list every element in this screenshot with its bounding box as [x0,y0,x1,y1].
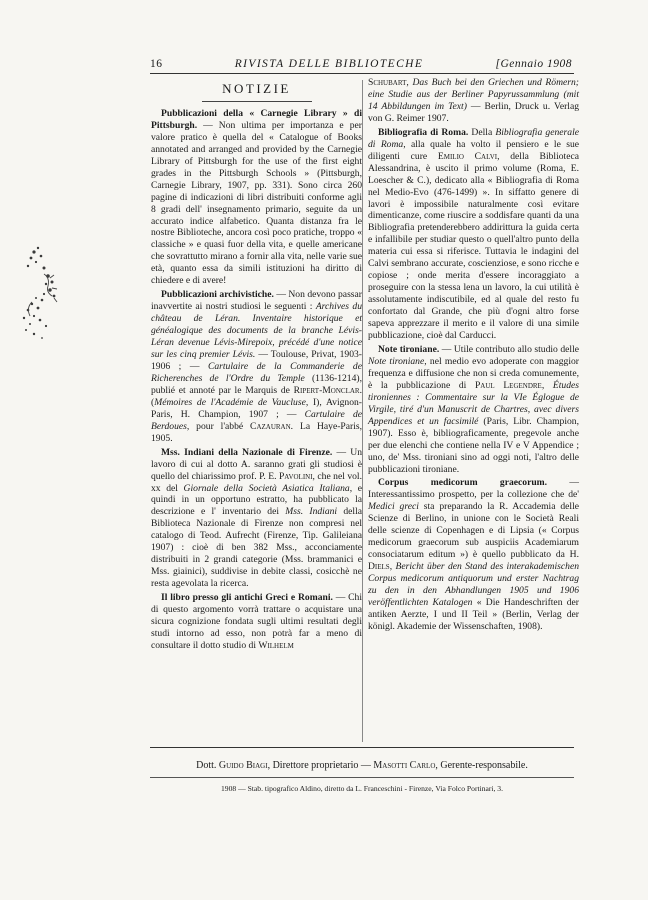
issue-date: [Gennaio 1908 [495,58,572,70]
article-text: , [389,561,396,573]
editor-name: Guido Biagi [218,760,268,771]
book-title: Bericht über den Stand des interakademischen Corpus medicorum antiquorum und erster Nachtrag zu den in den Abhandlungen 1905 und 1906 veröffentlichten Katalogen [368,561,579,608]
article-heading: Pubblicazioni archivistiche. [161,289,274,301]
article-text: — Berlin, Druck u. Verlag von G. Reimer 1907. [368,100,579,124]
book-title: Mémoires de l'Académie de Vaucluse [154,396,306,408]
left-column [151,83,362,654]
topic-name: Note tironiane [368,355,425,367]
article-heading: Bibliografia di Roma. [378,126,469,138]
column-divider [362,80,363,742]
article-mss-indiani [151,447,362,590]
article-text: , I), Avignon-Paris, H. Champion, 1907 ; — [151,396,362,420]
article-heading: Corpus medicorum graecorum. [378,477,548,489]
book-title: Mss. Indiani [285,506,338,518]
author-name: Pavolini [278,470,313,482]
article-text: , alla quale ha volto il pensiero e le sue diligenti cure [368,138,579,162]
credits-text: , Gerente-responsabile. [435,760,528,771]
article-corpus-medicorum [368,477,579,632]
article-text: , [406,77,413,88]
printer-imprint: 1908 — Stab. tipografico Aldino, diretto da L. Franceschini - Firenze, Via Folco Portinari, 3. [220,784,503,793]
book-title: Études tironiennes : Commentaire sur la VIe Églogue de Virgile, tiré d'un Manuscrit de Chartres, avec divers Appendices et un facsimilé [368,379,579,427]
imprint-rule [150,777,574,778]
article-text: — Un lavoro di cui al dotto A. saranno grati gli studiosi è quello del chiarissimo prof. P. E. [151,446,362,482]
article-text: (Paris, Libr. Champion, 1907). Esso è, bibliograficamente, pregevole anche per due elenchi che contiene nella IV e V Appendice ; uno, de' Mss. tironiani sino ad oggi noti, l'altro delle pubblicazioni tironiane. [368,415,579,475]
article-text: (1136-1214), publié et annoté par le Marquis de [151,372,362,396]
header-rule [150,73,574,74]
article-carnegie-library [151,108,362,287]
credits-text: , Direttore proprietario — [267,760,374,771]
author-name: Wilhelm [258,639,294,651]
author-name: Cazauran [250,420,291,432]
book-title: Archives du château de Léran. Inventaire historique et généalogique des documents de la branche Lévis-Léran devenue Lévis-Mirepoix, précédé d'une notice sur les cinq premier Lévis. [151,301,362,361]
right-column [368,77,579,635]
page-number: 16 [150,58,163,70]
book-title: Bibliografia generale di Roma [368,126,579,150]
library-stamp-mark [14,238,64,348]
book-title: Cartulaire de Berdoues [151,408,363,432]
article-text: , e quindi in un opportuno estratto, ha pubblicato la descrizione e l' inventario dei [151,482,362,518]
article-note-tironiane [368,344,579,475]
article-text: « Die Handeschriften der antiken Aerzte, I und II Teil » (Berlin, Verlag der königl. Akademie der Wissenschaften, 1908). [368,596,579,632]
article-continuation [368,77,579,125]
author-name: Paul Legendre [474,379,542,391]
article-text: , nel medio evo adoperate con maggior frequenza e diffusione che non si creda comunemente, è la pubblicazione di [368,355,579,391]
section-title: NOTIZIE [222,81,291,96]
footer-rule [150,747,574,748]
journal-name: Giornale della Società Asiatica Italiana [183,482,350,494]
book-title: Das Buch bei den Griechen und Römern; eine Studie aus der Berliner Papyrussammlung (mit 14 Abbildungen im Text) [368,77,579,112]
journal-title: RIVISTA DELLE BIBLIOTECHE [234,58,424,70]
author-name: Diels [368,561,390,573]
article-text: , pour l'abbé [186,420,251,432]
section-title-rule [202,101,312,102]
author-name: Schubart [368,77,407,88]
article-text: , della Biblioteca Alessandrina, è uscito il primo volume (Roma, E. Loescher & C.), dedicato alla « Bibliografia di Roma nel Medio-Evo (476-1499) ». In siffatto genere di lavori è impossibile naturalmente così evitare dimenticanze, come riuscire a soddisfare quanti da una Bibliografia pretenderebbero addirittura la guida certa e infallibile per studiar questo o quell'altro punto della materia cui essa si riferisce. Tuttavia le indagini del Calvi sembrano accurate, coscienziose, e sono ricche e copiose ; onde merita d'essere incoraggiato a proseguire con la stessa lena un lavoro, la cui utilità è assolutamente indiscutibile, ed al quale del resto fu confortato dal Grande, che più d'ogni altro forse sapeva apprezzare il merito e il valore di una simile pubblicazione, cioè dal Carducci. [368,150,579,342]
author-name: Emilio Calvi [437,150,498,162]
masthead-credits [150,760,574,772]
article-text: — Interessantissimo prospetto, per la collezione che de' [368,477,579,501]
article-text: , [541,379,553,391]
article-text: , che nel vol. xx del [151,470,362,494]
running-header [150,57,572,71]
article-text: della Biblioteca Nazionale di Firenze non compresi nel catalogo di Teod. Aufrecht (Firenze, Tip. Galileiana 1907) : cioè di ben 382 Mss., acconciamente distribuiti in 2 grandi categorie (Mss. brammanici e Mss. giainici), suddivise in debite classi, cosicchè ne resta agevolata la ricerca. [151,506,363,590]
article-text: . La Haye-Paris, 1905. [151,420,362,444]
article-heading: Note tironiane. [378,343,440,355]
article-text: Della [468,126,496,138]
article-text: — Chi di questo argomento vorrà trattare o acquistare una sicura cognizione fondata sugli ultimi resultati degli studi intorno ad esso, non potrà far a meno di consultare il dotto studio di [151,592,362,651]
topic-name: Medici greci [368,501,419,513]
manager-name: Masotti Carlo [373,760,436,771]
article-text: — Toulouse, Privat, 1903-1906 ; — [151,349,362,372]
book-title: Cartulaire de la Commanderie de Richerenches de l'Ordre du Temple [151,360,362,384]
author-name: Ripert-Monclar [293,384,360,396]
credits-text: Dott. [196,760,219,771]
article-text: . ( [151,384,362,408]
article-text: — Utile contributo allo studio delle [439,343,580,355]
article-text: — Non devono passar inavvertite ai nostri studiosi le seguenti : [151,289,362,313]
article-heading: Il libro presso gli antichi Greci e Romani. [161,592,333,604]
article-text: sta preparando la R. Accademia delle Scienze di Berlino, in unione con le Società Reali delle scienze di Copenhagen e di Lipsia (« Corpus medicorum graecorum sub auspiciis Academiarum consociatarum editum ») è quello pubblicato da H. [368,501,579,561]
article-heading: Pubblicazioni della « Carnegie Library » di Pittsburgh. [151,107,362,131]
article-bibliografia-roma [368,127,579,342]
article-body: — Non ultima per importanza e per valore pratico è quella del « Catalogue of Books annotated and arranged and provided by the Carnegie Library of Pittsburgh for the use of the first eight grades in the Pittsburgh Schools » (Pittsburgh, Carnegie Library, 1907, pp. 331). Sono circa 260 pagine di indicazioni di libri distribuiti conforme agli 8 gradi dell' insegnamento primario, seguite da un accurato indice alfabetico. Quanta distanza fra le nostre Biblioteche, ancora così poco pratiche, troppo « classiche » e quasi fuor della vita, e quelle americane che sovrattutto mirano a fornir alla vita, nelle varie sue età, quanto essa da simili istituzioni ha diritto di chiedere e di avere! [151,119,362,287]
article-libro-greci-romani [151,592,362,652]
article-heading: Mss. Indiani della Nazionale di Firenze. [161,446,333,458]
article-pubblicazioni-archivistiche [151,289,362,444]
